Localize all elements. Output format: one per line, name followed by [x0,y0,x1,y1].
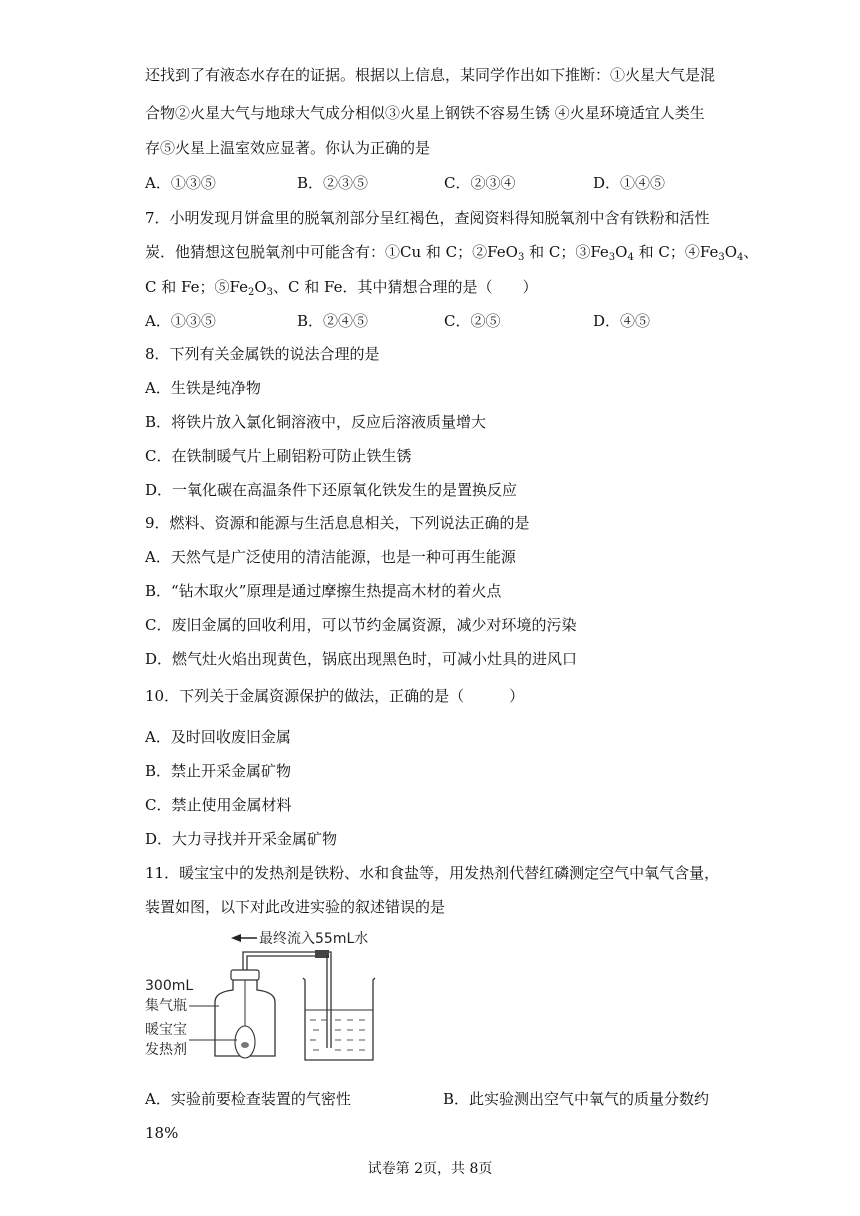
q9-option-b: B．“钻木取火”原理是通过摩擦生热提高木材的着火点 [145,582,502,600]
q11-line-2: 装置如图，以下对此改进实验的叙述错误的是 [145,898,446,916]
q6-line-3: 存⑤火星上温室效应显著。你认为正确的是 [145,139,431,157]
q6-option-b: B．②③⑤ [297,174,369,192]
q7-line-3: C 和 Fe；$⑤Fe_2O_3$、C 和 Fe．其中猜想合理的是（ ） [145,278,538,298]
q6-option-a: A．①③⑤ [145,174,216,192]
q11-option-b-continued: 18% [145,1124,179,1142]
q9-option-c: C．废旧金属的回收利用，可以节约金属资源，减少对环境的污染 [145,616,577,634]
q7-option-d: D．④⑤ [593,312,651,330]
q11-option-a: A．实验前要检查装置的气密性 [145,1090,351,1108]
q6-line-2: 合物②火星大气与地球大气成分相似③火星上钢铁不容易生锈 ④火星环境适宜人类生 [145,104,705,122]
beaker-water [310,1020,365,1050]
q8-option-a: A．生铁是纯净物 [145,379,261,397]
q10-option-b: B．禁止开采金属矿物 [145,762,292,780]
q9-option-a: A．天然气是广泛使用的清洁能源，也是一种可再生能源 [145,548,516,566]
q8-option-b: B．将铁片放入氯化铜溶液中，反应后溶液质量增大 [145,413,487,431]
bottle-stopper [231,970,259,980]
label-volume: 300mL [145,978,194,994]
beaker [303,978,375,1060]
label-agent: 发热剂 [145,1042,187,1058]
q6-option-d: D．①④⑤ [593,174,666,192]
flow-arrow-head [231,934,241,942]
label-nuanbaobao: 暖宝宝 [145,1022,187,1038]
q7-line-2: 炭．他猜想这包脱氧剂中可能含有：①Cu 和 C；②FeO$_3$ 和 C；$③Fe_3O_4$ 和 C；$④Fe_3O_4$、 [145,243,759,263]
q7-option-b: B．②④⑤ [297,312,369,330]
q11-line-1: 11．暖宝宝中的发热剂是铁粉、水和食盐等，用发热剂代替红磷测定空气中氧气含量， [145,864,720,882]
q9-stem: 9．燃料、资源和能源与生活息息相关，下列说法正确的是 [145,514,530,532]
q7-option-c: C．②⑤ [444,312,501,330]
q8-option-c: C．在铁制暖气片上刷铝粉可防止铁生锈 [145,447,412,465]
q6-line-1: 还找到了有液态水存在的证据。根据以上信息，某同学作出如下推断：①火星大气是混 [145,66,716,84]
q10-option-c: C．禁止使用金属材料 [145,796,292,814]
q9-option-d: D．燃气灶火焰出现黄色，锅底出现黑色时，可减小灶具的进风口 [145,650,578,668]
label-bottle: 集气瓶 [145,998,187,1014]
q10-stem: 10．下列关于金属资源保护的做法，正确的是（ ） [145,687,525,705]
q11-option-b: B．此实验测出空气中氧气的质量分数约 [443,1090,710,1108]
q7-option-a: A．①③⑤ [145,312,216,330]
q8-option-d: D．一氧化碳在高温条件下还原氧化铁发生的是置换反应 [145,481,518,499]
q10-option-d: D．大力寻找并开采金属矿物 [145,830,338,848]
q10-option-a: A．及时回收废旧金属 [145,728,291,746]
q6-option-c: C．②③④ [444,174,516,192]
arrow-label: 最终流入55mL水 [259,931,369,947]
q7-line-1: 7．小明发现月饼盒里的脱氧剂部分呈红褐色，查阅资料得知脱氧剂中含有铁粉和活性 [145,209,710,227]
page-footer: 试卷第 2页，共 8页 [367,1161,493,1177]
apparatus-figure [145,930,385,1070]
q8-stem: 8．下列有关金属铁的说法合理的是 [145,345,380,363]
